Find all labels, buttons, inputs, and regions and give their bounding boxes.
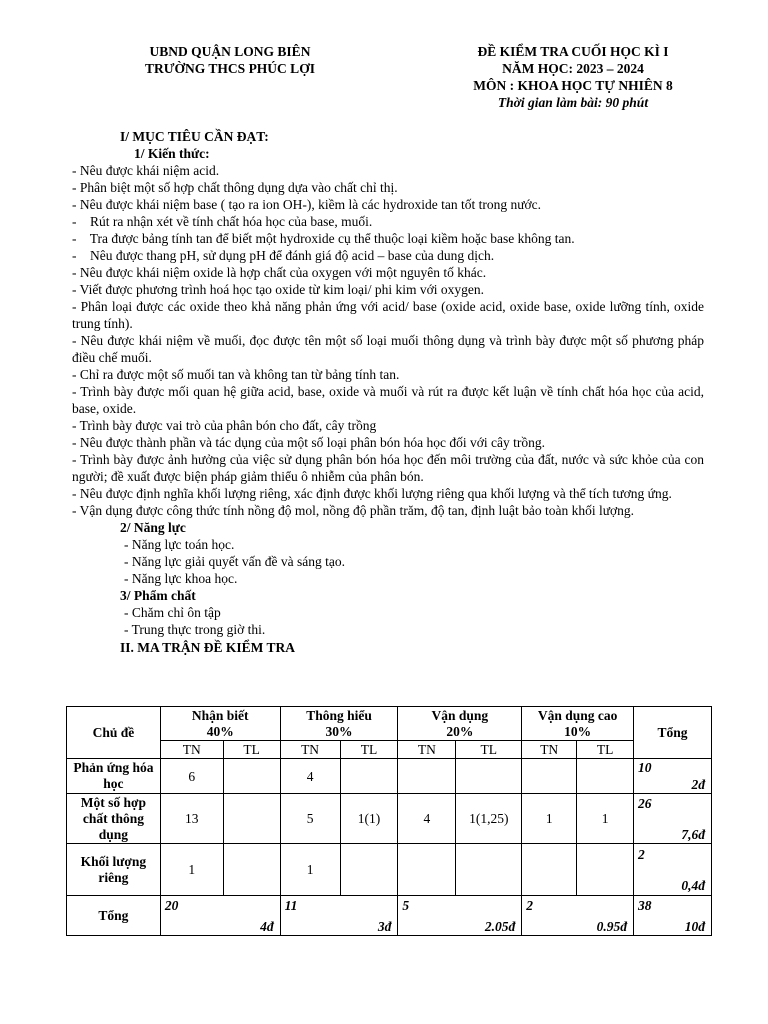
knowledge-item: - Vận dụng được công thức tính nồng độ mol, nồng độ phần trăm, độ tan, định luật bảo toàn khối lượng. xyxy=(72,503,635,518)
knowledge-item: - Trình bày được vai trò của phân bón cho đất, cây trồng xyxy=(72,418,377,433)
sub-header: TL xyxy=(456,741,522,759)
topic-cell: Khối lượng riêng xyxy=(67,844,161,896)
matrix-cell xyxy=(522,844,577,896)
matrix-section-title: II. MA TRẬN ĐỀ KIỂM TRA xyxy=(120,640,296,655)
sub-header: TL xyxy=(577,741,634,759)
quality-item: - Chăm chỉ ôn tập xyxy=(124,605,221,620)
matrix-cell: 1(1) xyxy=(340,794,398,844)
matrix-cell: 1(1,25) xyxy=(456,794,522,844)
table-header-row xyxy=(67,707,712,741)
matrix-cell xyxy=(223,794,280,844)
knowledge-item: - Tra được bảng tính tan để biết một hydroxide cụ thể thuộc loại kiềm hoặc base không tan. xyxy=(72,231,575,246)
knowledge-item: - Trình bày được ảnh hưởng của việc sử dụng phân bón hóa học đến môi trường của đất, nước và sức khỏe của con người; đề xuất được biện pháp giảm thiểu ô nhiễm của phân bón. xyxy=(72,452,704,484)
subject: MÔN : KHOA HỌC TỰ NHIÊN 8 xyxy=(473,78,673,93)
row-total-cell xyxy=(634,794,712,844)
ability-title: 2/ Năng lực xyxy=(120,520,186,535)
table-row xyxy=(67,794,712,844)
row-total-count: 2 xyxy=(638,846,645,862)
knowledge-item: - Nêu được khái niệm về muối, đọc được tên một số loại muối thông dụng và trình bày được một số phương pháp điều chế muối. xyxy=(72,333,704,365)
school-year: NĂM HỌC: 2023 – 2024 xyxy=(502,61,644,76)
school-name: TRƯỜNG THCS PHÚC LỢI xyxy=(145,61,315,76)
knowledge-item: - Nêu được định nghĩa khối lượng riêng, xác định được khối lượng riêng qua khối lượng và thể tích tương ứng. xyxy=(72,486,672,501)
knowledge-item: - Nêu được thành phần và tác dụng của một số loại phân bón hóa học đối với cây trồng. xyxy=(72,435,545,450)
row-total-score: 2đ xyxy=(691,777,705,792)
objectives-section xyxy=(72,128,704,656)
matrix-cell: 1 xyxy=(160,844,223,896)
level-header: Vận dụng 20% xyxy=(398,707,522,741)
matrix-cell: 5 xyxy=(280,794,340,844)
matrix-cell xyxy=(522,759,577,794)
row-total-score: 7,6đ xyxy=(681,826,705,842)
grand-total-score: 10đ xyxy=(684,918,705,934)
group-total-cell: 20 4đ xyxy=(160,896,280,936)
matrix-cell xyxy=(340,759,398,794)
topic-cell: Một số hợp chất thông dụng xyxy=(67,794,161,844)
matrix-cell: 1 xyxy=(280,844,340,896)
sub-header: TL xyxy=(340,741,398,759)
district-name: UBND QUẬN LONG BIÊN xyxy=(149,44,311,59)
knowledge-item: - Nêu được khái niệm acid. xyxy=(72,163,220,178)
matrix-cell xyxy=(340,844,398,896)
table-row xyxy=(67,759,712,794)
knowledge-item: - Phân loại được các oxide theo khả năng phản ứng với acid/ base (oxide acid, oxide base, oxide lưỡng tính, oxide trung tính). xyxy=(72,299,704,331)
row-total-score: 0,4đ xyxy=(681,877,705,893)
ability-item: - Năng lực khoa học. xyxy=(124,571,238,586)
table-row xyxy=(67,844,712,896)
grand-total-count: 38 xyxy=(638,897,652,913)
grand-total-cell xyxy=(634,896,712,936)
knowledge-item: - Nêu được khái niệm oxide là hợp chất của oxygen với một nguyên tố khác. xyxy=(72,265,487,280)
total-label: Tổng xyxy=(67,896,161,936)
sub-header: TN xyxy=(398,741,456,759)
level-header: Vận dụng cao 10% xyxy=(522,707,634,741)
exam-title: ĐỀ KIỂM TRA CUỐI HỌC KÌ I xyxy=(477,44,669,59)
matrix-cell xyxy=(456,759,522,794)
knowledge-item: - Viết được phương trình hoá học tạo oxide từ kim loại/ phi kim với oxygen. xyxy=(72,282,485,297)
matrix-cell: 4 xyxy=(398,794,456,844)
quality-title: 3/ Phẩm chất xyxy=(120,588,196,603)
exam-header xyxy=(408,43,738,111)
knowledge-item: - Chỉ ra được một số muối tan và không tan từ bảng tính tan. xyxy=(72,367,400,382)
row-total-cell xyxy=(634,759,712,794)
matrix-cell xyxy=(456,844,522,896)
matrix-cell xyxy=(577,844,634,896)
matrix-cell xyxy=(577,759,634,794)
level-header: Thông hiểu 30% xyxy=(280,707,398,741)
matrix-cell xyxy=(223,759,280,794)
knowledge-item: - Nêu được khái niệm base ( tạo ra ion OH-), kiềm là các hydroxide tan tốt trong nước. xyxy=(72,197,542,212)
matrix-cell: 4 xyxy=(280,759,340,794)
matrix-cell xyxy=(398,759,456,794)
matrix-cell: 1 xyxy=(522,794,577,844)
ability-item: - Năng lực toán học. xyxy=(124,537,235,552)
sub-header: TN xyxy=(522,741,577,759)
matrix-cell: 6 xyxy=(160,759,223,794)
knowledge-item: - Trình bày được mối quan hệ giữa acid, base, oxide và muối và rút ra được kết luận về tính chất hóa học của acid, base, oxide. xyxy=(72,384,704,416)
exam-matrix-table xyxy=(66,706,712,936)
exam-duration: Thời gian làm bài: 90 phút xyxy=(497,95,649,110)
sub-header: TN xyxy=(280,741,340,759)
table-total-row xyxy=(67,896,712,936)
knowledge-item: - Phân biệt một số hợp chất thông dụng dựa vào chất chỉ thị. xyxy=(72,180,398,195)
row-total-count: 10 xyxy=(638,760,652,775)
objectives-title: I/ MỤC TIÊU CẦN ĐẠT: xyxy=(120,129,269,144)
sub-header: TN xyxy=(160,741,223,759)
group-total-cell: 5 2.05đ xyxy=(398,896,522,936)
row-total-cell xyxy=(634,844,712,896)
matrix-cell: 13 xyxy=(160,794,223,844)
ability-item: - Năng lực giải quyết vấn đề và sáng tạo. xyxy=(124,554,345,569)
table-subheader-row xyxy=(67,741,712,759)
level-header: Nhận biết 40% xyxy=(160,707,280,741)
matrix-cell xyxy=(223,844,280,896)
topic-cell: Phản ứng hóa học xyxy=(67,759,161,794)
knowledge-title: 1/ Kiến thức: xyxy=(134,146,210,161)
total-header: Tổng xyxy=(634,707,712,759)
sub-header: TL xyxy=(223,741,280,759)
quality-item: - Trung thực trong giờ thi. xyxy=(124,622,266,637)
matrix-cell: 1 xyxy=(577,794,634,844)
school-header xyxy=(105,43,355,77)
row-total-count: 26 xyxy=(638,795,652,811)
topic-header: Chủ đề xyxy=(67,707,161,759)
knowledge-item: - Nêu được thang pH, sử dụng pH để đánh giá độ acid – base của dung dịch. xyxy=(72,248,495,263)
group-total-cell: 11 3đ xyxy=(280,896,398,936)
group-total-cell: 2 0.95đ xyxy=(522,896,634,936)
matrix-cell xyxy=(398,844,456,896)
knowledge-item: - Rút ra nhận xét về tính chất hóa học của base, muối. xyxy=(72,214,373,229)
